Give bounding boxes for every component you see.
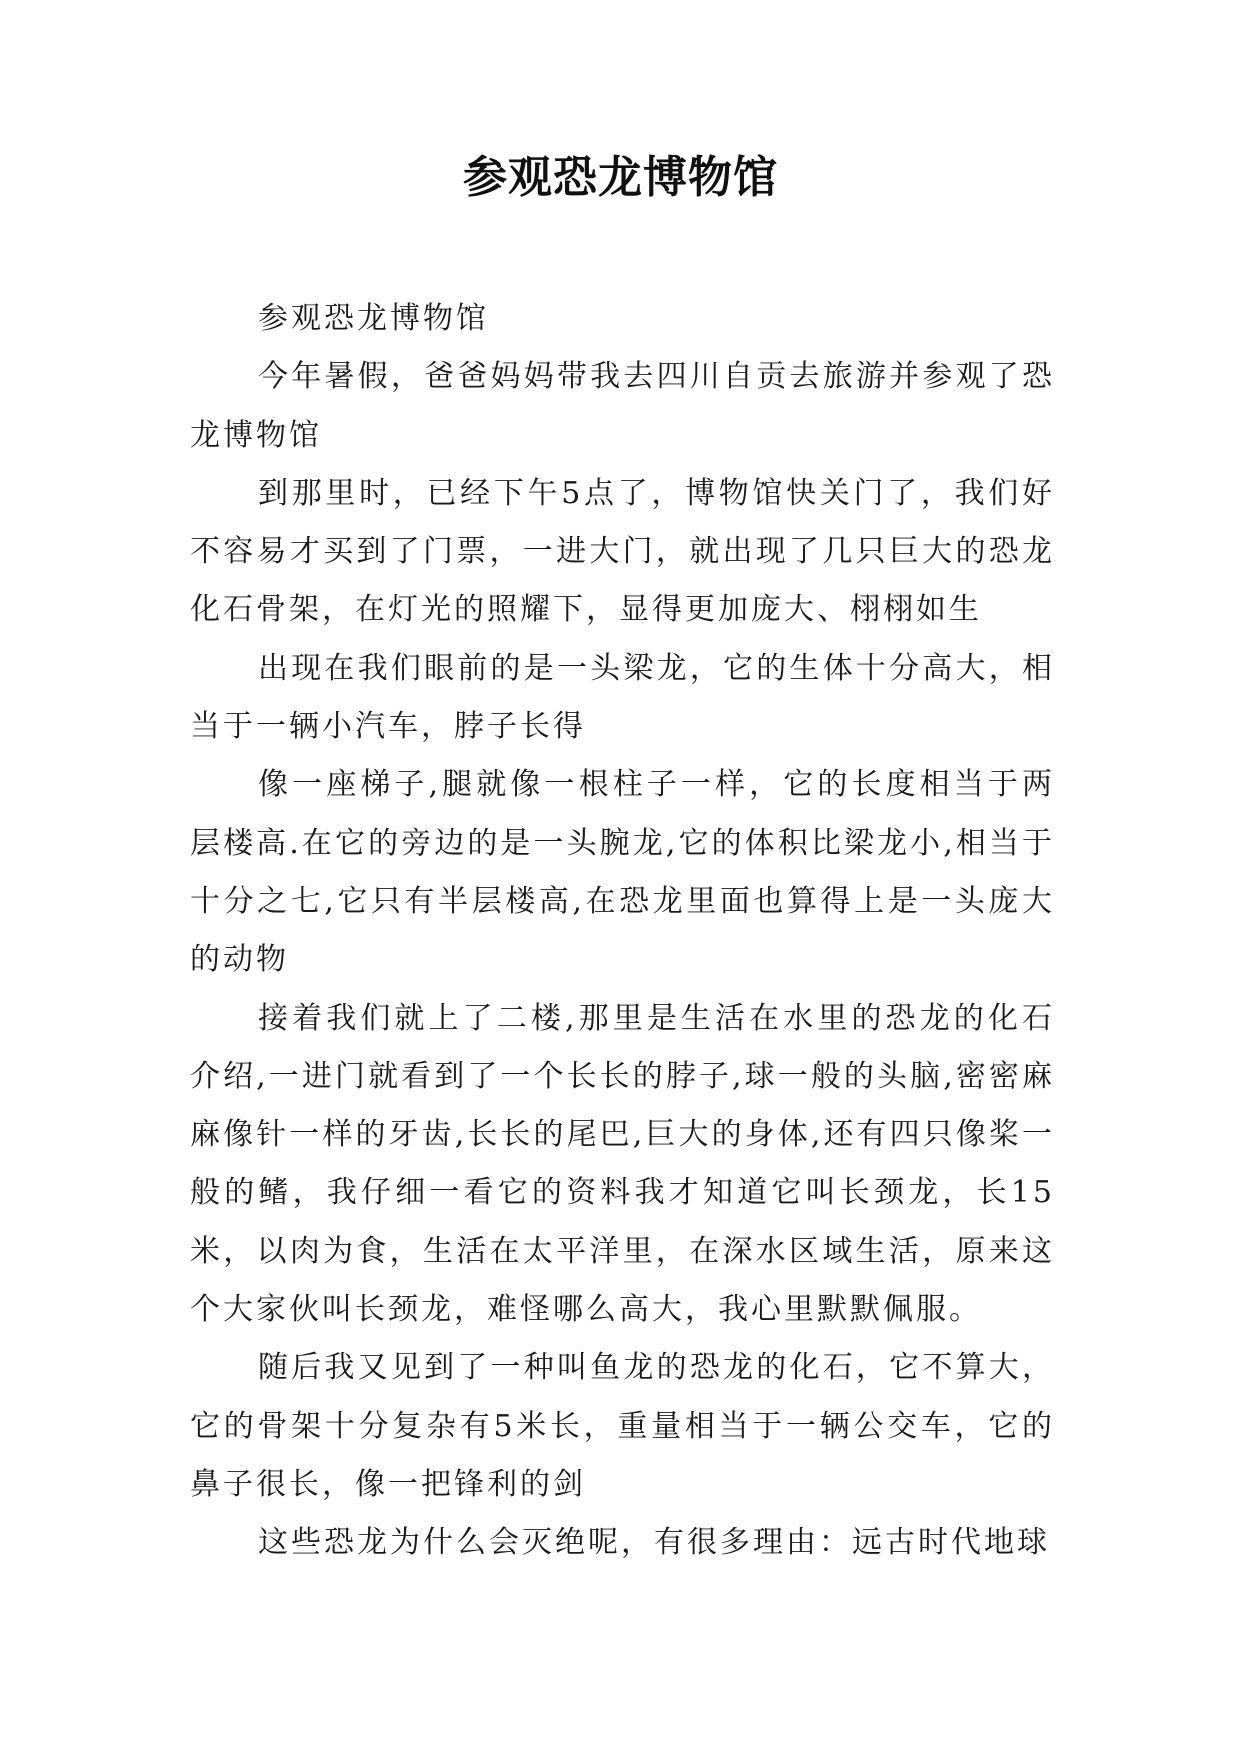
paragraph-2: 今年暑假，爸爸妈妈带我去四川自贡去旅游并参观了恐龙博物馆 bbox=[190, 359, 1055, 453]
document-title: 参观恐龙博物馆 bbox=[463, 152, 778, 203]
paragraph-3: 到那里时，已经下午5点了，博物馆快关门了，我们好不容易才买到了门票，一进大门，就出现了几只巨大的恐龙化石骨架，在灯光的照耀下，显得更加庞大、栩栩如生 bbox=[190, 475, 1055, 628]
paragraph-5: 像一座梯子,腿就像一根柱子一样，它的长度相当于两层楼高.在它的旁边的是一头腕龙,它的体积比梁龙小,相当于十分之七,它只有半层楼高,在恐龙里面也算得上是一头庞大的动物 bbox=[190, 767, 1055, 978]
paragraph-7: 随后我又见到了一种叫鱼龙的恐龙的化石，它不算大，它的骨架十分复杂有5米长，重量相当于一辆公交车，它的鼻子很长，像一把锋利的剑 bbox=[190, 1350, 1055, 1502]
paragraph-1: 参观恐龙博物馆 bbox=[258, 301, 489, 336]
paragraph-6: 接着我们就上了二楼,那里是生活在水里的恐龙的化石介绍,一进门就看到了一个长长的脖子,球一般的头脑,密密麻麻像针一样的牙齿,长长的尾巴,巨大的身体,还有四只像桨一般的鳍，我仔细一看它的资料我才知道它叫长颈龙，长15米，以肉为食，生活在太平洋里，在深水区域生活，原来这个大家伙叫长颈龙，难怪哪么高大，我心里默默佩服。 bbox=[190, 1000, 1055, 1328]
paragraph-4: 出现在我们眼前的是一头梁龙，它的生体十分高大，相当于一辆小汽车，脖子长得 bbox=[190, 650, 1055, 745]
paragraph-8: 这些恐龙为什么会灭绝呢，有很多理由：远古时代地球 bbox=[258, 1525, 1050, 1561]
document-body bbox=[190, 290, 1055, 1573]
